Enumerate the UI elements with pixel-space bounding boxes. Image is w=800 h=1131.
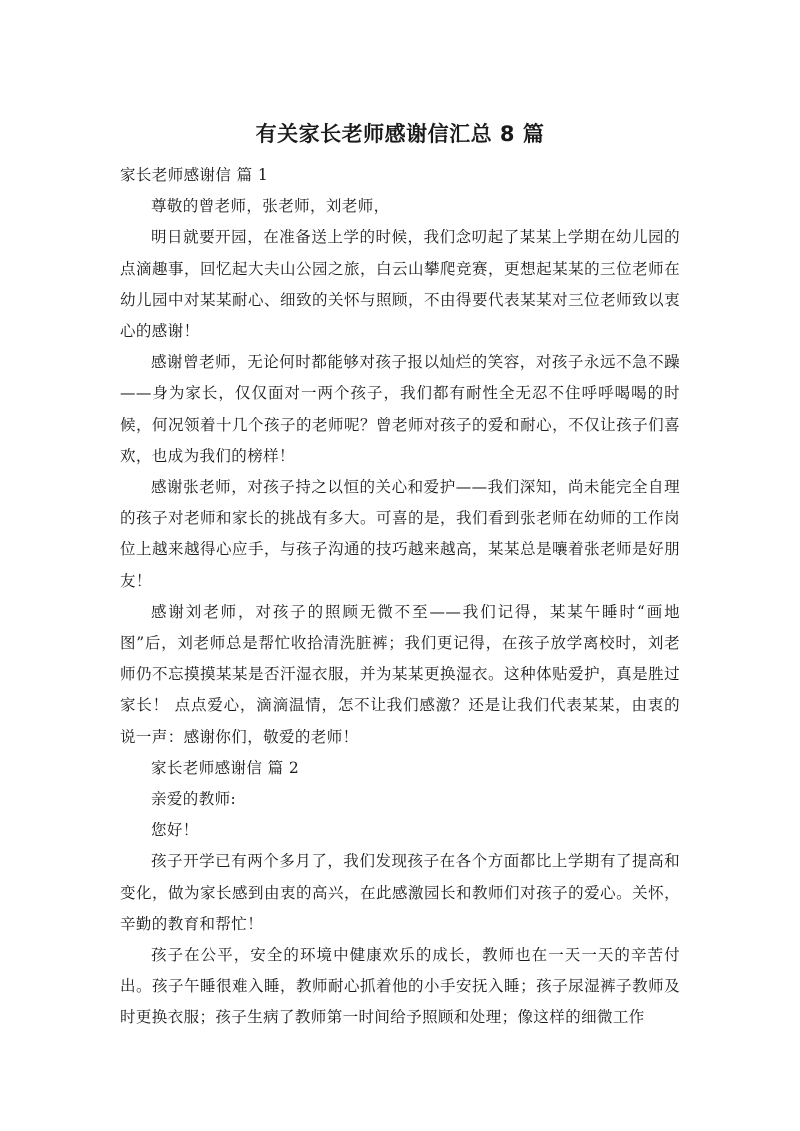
section-heading-1: 家长老师感谢信 篇 1 — [120, 166, 269, 184]
paragraph: 感谢曾老师，无论何时都能够对孩子报以灿烂的笑容，对孩子永远不急不躁——身为家长，仅仅面对一两个孩子，我们都有耐性全无忍不住呼呼喝喝的时候，何况领着十几个孩子的老师呢？曾老师对孩子的爱和耐心，不仅让孩子们喜欢，也成为我们的榜样！ — [120, 353, 680, 465]
paragraph: 亲爱的教师: — [151, 790, 237, 809]
paragraph: 尊敬的曾老师，张老师，刘老师， — [151, 197, 390, 216]
section-heading-2: 家长老师感谢信 篇 2 — [151, 758, 300, 777]
paragraph: 孩子开学已有两个多月了，我们发现孩子在各个方面都比上学期有了提高和变化，做为家长感到由衷的高兴，在此感激园长和教师们对孩子的爱心。关怀，辛勤的教育和帮忙！ — [120, 852, 680, 933]
document-body — [120, 160, 680, 1034]
paragraph: 您好！ — [151, 821, 199, 840]
paragraph: 孩子在公平，安全的环境中健康欢乐的成长，教师也在一天一天的辛苦付出。孩子午睡很难入睡，教师耐心抓着他的小手安抚入睡；孩子尿湿裤子教师及时更换衣服；孩子生病了教师第一时间给予照顾和处理；像这样的细微工作 — [120, 946, 680, 1027]
paragraph: 感谢刘老师，对孩子的照顾无微不至——我们记得，某某午睡时“画地图”后，刘老师总是帮忙收拾清洗脏裤；我们更记得，在孩子放学离校时，刘老师仍不忘摸摸某某是否汗湿衣服，并为某某更换湿衣。这种体贴爱护，真是胜过家长！ 点点爱心，滴滴温情，怎不让我们感激？还是让我们代表某某，由衷的说一声：感谢你们，敬爱的老师！ — [120, 602, 680, 746]
paragraph: 感谢张老师，对孩子持之以恒的关心和爱护——我们深知，尚未能完全自理的孩子对老师和家长的挑战有多大。可喜的是，我们看到张老师在幼师的工作岗位上越来越得心应手，与孩子沟通的技巧越来越高，某某总是嚷着张老师是好朋友！ — [120, 478, 680, 590]
document-title: 有关家长老师感谢信汇总 8 篇 — [255, 122, 545, 146]
paragraph: 明日就要开园，在准备送上学的时候，我们念叨起了某某上学期在幼儿园的点滴趣事，回忆起大夫山公园之旅，白云山攀爬竞赛，更想起某某的三位老师在幼儿园中对某某耐心、细致的关怀与照顾，不由得要代表某某对三位老师致以衷心的感谢！ — [120, 228, 680, 341]
